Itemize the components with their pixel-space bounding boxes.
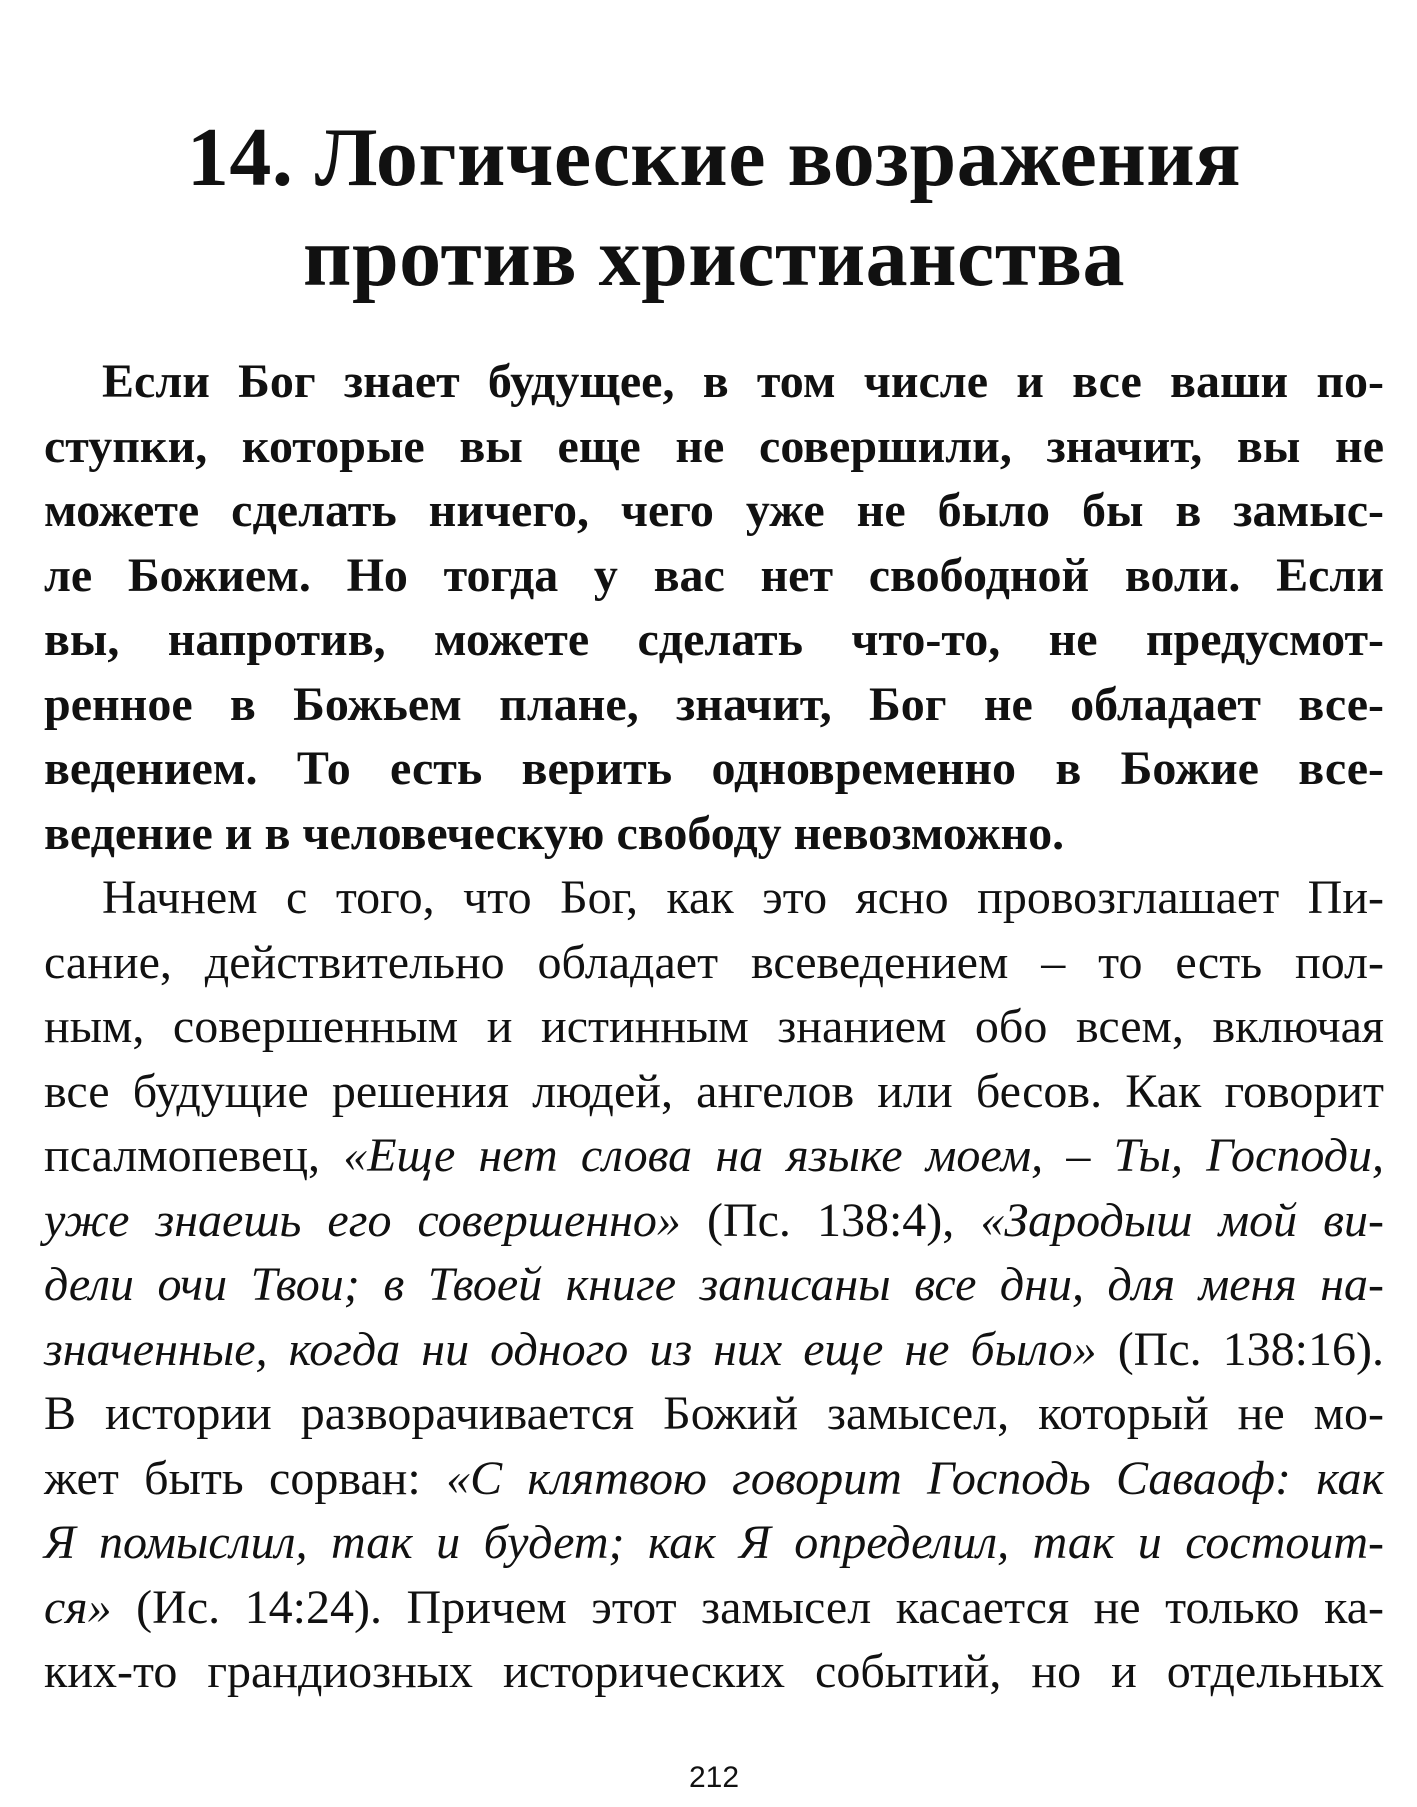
lead-line: ведением. То есть верить одновременно в Божие все- <box>44 742 1384 795</box>
lead-line: вы, напротив, можете сделать что-то, не предусмот- <box>44 613 1384 666</box>
body-line <box>44 1189 1384 1254</box>
chapter-title <box>44 108 1384 308</box>
body-text-run: псалмопевец, <box>44 1129 344 1182</box>
lead-line: можете сделать ничего, чего уже не было бы в замыс- <box>44 484 1384 537</box>
body-text-run: жет быть сорван: <box>44 1451 447 1505</box>
body-line: ным, совершенным и истинным знанием обо всем, включая <box>44 1000 1384 1053</box>
body-paragraph <box>44 866 1384 1705</box>
body-line <box>44 1447 1384 1512</box>
body-line: В истории разворачивается Божий замысел, который не мо- <box>44 1387 1384 1440</box>
scripture-quote: уже знаешь его совершенно» <box>44 1193 681 1247</box>
lead-line: ле Божием. Но тогда у вас нет свободной воли. Если <box>44 548 1384 602</box>
scripture-quote: «Зародыш мой ви- <box>980 1193 1384 1247</box>
lead-line: ступки, которые вы еще не совершили, значит, вы не <box>44 419 1384 473</box>
scripture-quote: ся» <box>44 1580 112 1634</box>
scripture-reference: (Ис. 14:24). Причем этот замысел касается не только ка- <box>111 1580 1384 1634</box>
scripture-quote: «С клятвою говорит Господь Саваоф: как <box>446 1451 1385 1505</box>
page-number: 212 <box>688 1761 740 1794</box>
scripture-quote-line: Я помыслил, так и будет; как Я определил, так и состоит- <box>44 1516 1384 1569</box>
body-line: все будущие решения людей, ангелов или бесов. Как говорит <box>44 1064 1384 1118</box>
scripture-reference: (Пс. 138:16). <box>1096 1322 1385 1376</box>
lead-line: Если Бог знает будущее, в том числе и все ваши по- <box>102 355 1384 408</box>
book-page <box>44 0 1384 1807</box>
body-line <box>44 1124 1384 1189</box>
lead-line: ренное в Божьем плане, значит, Бог не обладает все- <box>44 677 1384 731</box>
scripture-quote: значенные, когда ни одного из них еще не было» <box>44 1322 1097 1376</box>
chapter-title-line-2: против христианства <box>303 211 1125 304</box>
body-line: ких-то грандиозных исторических событий, но и отдельных <box>44 1645 1384 1698</box>
body-line: Начнем с того, что Бог, как это ясно провозглашает Пи- <box>102 871 1384 924</box>
scripture-reference: (Пс. 138:4), <box>680 1193 981 1247</box>
body-line <box>44 1576 1384 1641</box>
chapter-title-line-1: 14. Логические возражения <box>186 111 1242 204</box>
scripture-quote-line: дели очи Твои; в Твоей книге записаны все дни, для меня на- <box>44 1258 1384 1311</box>
scripture-quote: «Еще нет слова на языке моем, – Ты, Господи, <box>343 1129 1384 1182</box>
lead-line: ведение и в человеческую свободу невозможно. <box>44 806 1065 860</box>
lead-question-paragraph <box>44 350 1384 866</box>
body-line <box>44 1318 1384 1383</box>
body-line: сание, действительно обладает всеведением – то есть пол- <box>44 935 1384 989</box>
